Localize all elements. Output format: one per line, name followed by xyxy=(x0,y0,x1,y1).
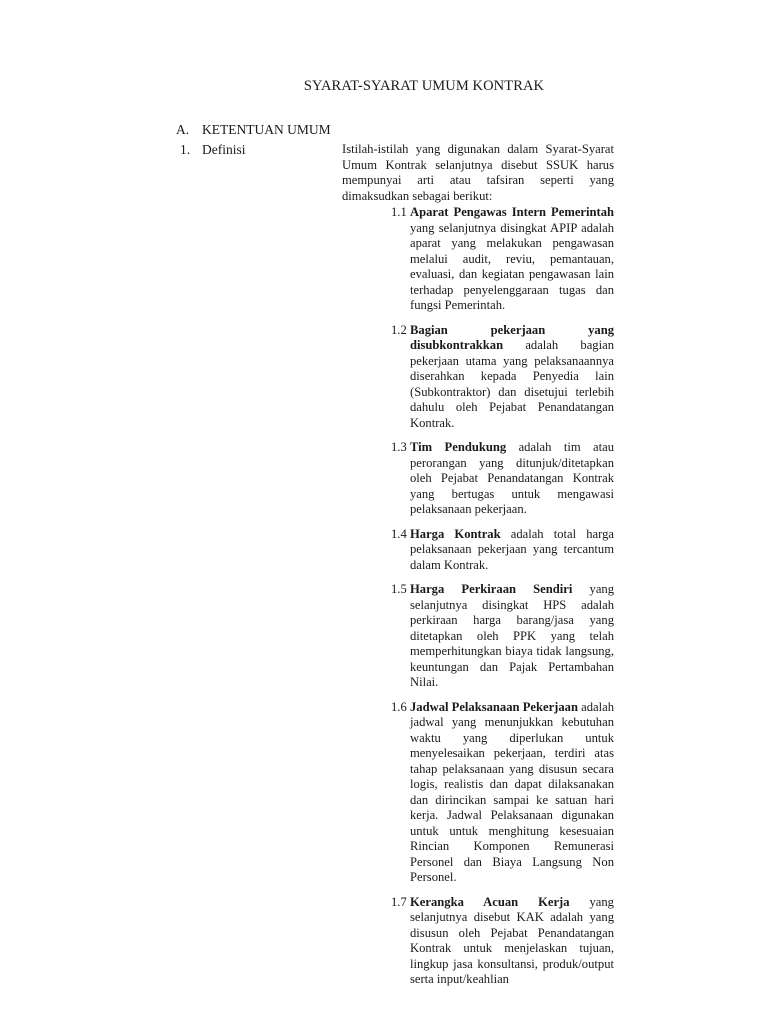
definition-body xyxy=(410,527,614,574)
definition-text: adalah jadwal yang menunjukkan kebutuhan waktu yang diperlukan untuk menyelesaikan pekerjaan, terdiri atas tahap pelaksanaan yang disusun secara logis, realistis dan dapat dilaksanakan dan dirincikan sampai ke satuan hari kerja. Jadwal Pelaksanaan digunakan untuk untuk menghitung kesesuaian Rincian Komponen Remunerasi Personel dan Biaya Langsung Non Personel. xyxy=(410,699,614,884)
definition-term: Bagian pekerjaan yang disubkontrakkan xyxy=(410,322,614,352)
definition-body xyxy=(410,440,614,518)
definition-text: adalah bagian pekerjaan utama yang pelaksanaannya diserahkan kepada Penyedia lain (Subkontraktor) dan disetujui terlebih dahulu oleh Pejabat Penandatangan Kontrak. xyxy=(410,338,614,430)
definition-body xyxy=(410,895,614,988)
definition-term: Kerangka Acuan Kerja xyxy=(410,894,570,909)
definition-number: 1.3 xyxy=(391,440,407,454)
intro-paragraph: Istilah-istilah yang digunakan dalam Syarat-Syarat Umum Kontrak selanjutnya disebut SSUK harus mempunyai arti atau tafsiran seperti yang dimaksudkan sebagai berikut: xyxy=(342,142,614,203)
definition-item xyxy=(391,582,614,691)
definition-item xyxy=(391,205,614,314)
definition-term: Harga Kontrak xyxy=(410,526,501,541)
definition-number: 1.2 xyxy=(391,322,407,337)
definition-term: Harga Perkiraan Sendiri xyxy=(410,582,573,596)
definition-item xyxy=(391,527,614,574)
definition-text: yang selanjutnya disingkat APIP adalah aparat yang melakukan pengawasan melalui audit, reviu, pemantauan, evaluasi, dan kegiatan pengawasan lain terhadap penyelenggaraan tugas dan fungsi Pemerintah. xyxy=(410,220,614,312)
definition-text: yang selanjutnya disebut KAK adalah yang disusun oleh Pejabat Penandatangan Kontrak untuk menjelaskan tujuan, lingkup jasa konsultansi, produk/output serta input/keahlian xyxy=(410,894,614,986)
definition-item xyxy=(391,895,614,988)
definition-item xyxy=(391,440,614,518)
section-label: KETENTUAN UMUM xyxy=(202,122,331,137)
definition-body xyxy=(410,700,614,886)
section-heading xyxy=(176,122,331,138)
definition-term: Tim Pendukung xyxy=(410,440,507,454)
definition-number: 1.6 xyxy=(391,699,407,714)
section-number: A. xyxy=(176,122,190,137)
definition-number: 1.5 xyxy=(391,582,407,596)
subsection-heading xyxy=(180,142,246,158)
definition-term: Aparat Pengawas Intern Pemerintah xyxy=(410,205,614,219)
definition-body xyxy=(410,205,614,314)
definition-body xyxy=(410,323,614,432)
subsection-label: Definisi xyxy=(202,142,246,157)
definition-number: 1.7 xyxy=(391,894,407,909)
definitions-list xyxy=(391,205,614,997)
definition-item xyxy=(391,323,614,432)
subsection-number: 1. xyxy=(180,142,191,157)
definition-item xyxy=(391,700,614,886)
definition-number: 1.1 xyxy=(391,205,407,219)
document-title: SYARAT-SYARAT UMUM KONTRAK xyxy=(303,78,545,94)
definition-text: adalah tim atau perorangan yang ditunjuk/ditetapkan oleh Pejabat Penandatangan Kontrak yang bertugas untuk mengawasi pelaksanaan pekerjaan. xyxy=(410,440,614,516)
definition-text: adalah total harga pelaksanaan pekerjaan yang tercantum dalam Kontrak. xyxy=(410,526,615,572)
definition-text: yang selanjutnya disingkat HPS adalah perkiraan harga barang/jasa yang ditetapkan oleh PPK yang telah memperhitungkan biaya tidak langsung, keuntungan dan Pajak Pertambahan Nilai. xyxy=(410,582,614,689)
definition-number: 1.4 xyxy=(391,526,407,541)
definition-body xyxy=(410,582,614,691)
definition-term: Jadwal Pelaksanaan Pekerjaan xyxy=(410,699,578,714)
